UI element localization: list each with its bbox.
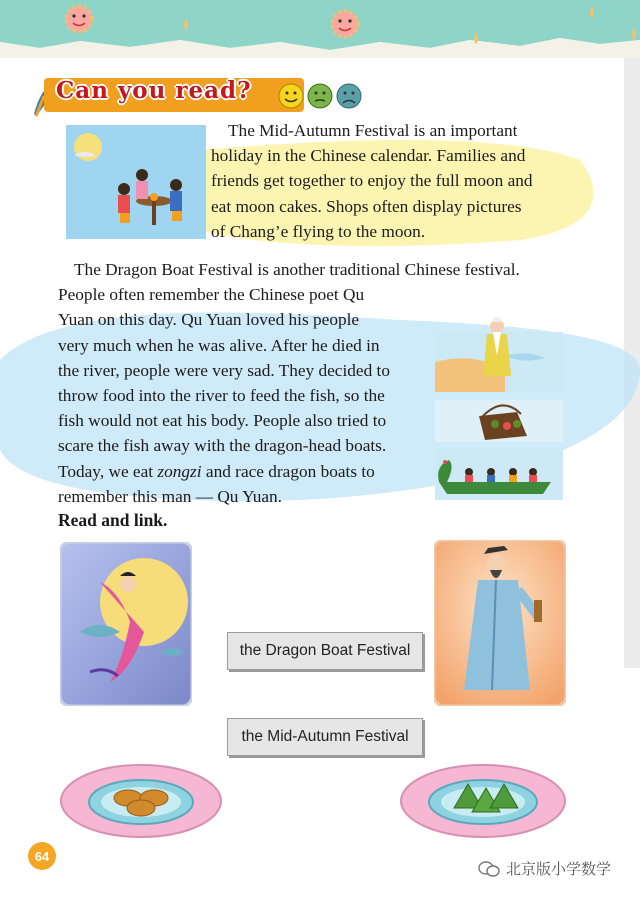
text-line: People often remember the Chinese poet Qu [58,285,365,305]
mood-faces [276,80,366,112]
zongzi-plate-picture[interactable] [398,762,568,840]
heading-title: Can you read? [56,77,252,104]
top-decorative-band [0,0,640,58]
text-line: the river, people were very sad. They decided to [58,360,390,380]
sun-icon [332,11,358,37]
text-line: Yuan on this day. Qu Yuan loved his people [58,310,360,330]
dragon-boat-festival-label[interactable]: the Dragon Boat Festival [227,632,423,670]
dragon-boat-scenes [435,312,563,502]
chat-bubble-icon [478,860,500,878]
change-moon-picture[interactable] [60,542,192,706]
dragon-boat-race-scene [435,448,563,500]
mid-autumn-festival-label[interactable]: the Mid-Autumn Festival [227,718,423,756]
qu-yuan-picture[interactable] [434,540,566,706]
text-line: scare the fish away with the dragon-head boats. [58,436,387,456]
text-line: eat moon cakes. Shops often display pictures [211,196,522,216]
smile-face-icon [279,84,303,108]
watermark [478,858,611,879]
text-line: remember this man — Qu Yuan. [58,486,282,506]
text-line: Today, we eat zongzi and race dragon boats to [58,461,375,481]
page-number: 64 [28,842,56,870]
watermark-text: 北京版小学数学 [506,860,612,878]
text-line: holiday in the Chinese calendar. Families and [211,146,526,166]
text-line: fish would not eat his body. People also tried to [58,411,387,431]
text-line: The Dragon Boat Festival is another traditional Chinese festival. [74,260,520,279]
text-line: friends get together to enjoy the full moon and [211,171,533,191]
text-line: throw food into the river to feed the fish, so the [58,386,385,406]
text-line: of Chang’e flying to the moon. [211,221,426,241]
sad-face-icon [337,84,361,108]
zongzi-food-scene [435,400,563,442]
mooncake-plate-picture[interactable] [58,762,224,840]
section-heading [30,74,370,118]
text-line: The Mid-Autumn Festival is an important [228,121,518,140]
neutral-face-icon [308,84,332,108]
read-and-link-heading: Read and link. [58,510,168,530]
family-moon-illustration [66,125,206,239]
text-line: very much when he was alive. After he died in [58,335,380,355]
zongzi-term: zongzi [157,461,202,481]
qu-yuan-river-scene [435,317,563,392]
mid-autumn-passage [211,118,533,244]
sun-icon [66,6,92,32]
